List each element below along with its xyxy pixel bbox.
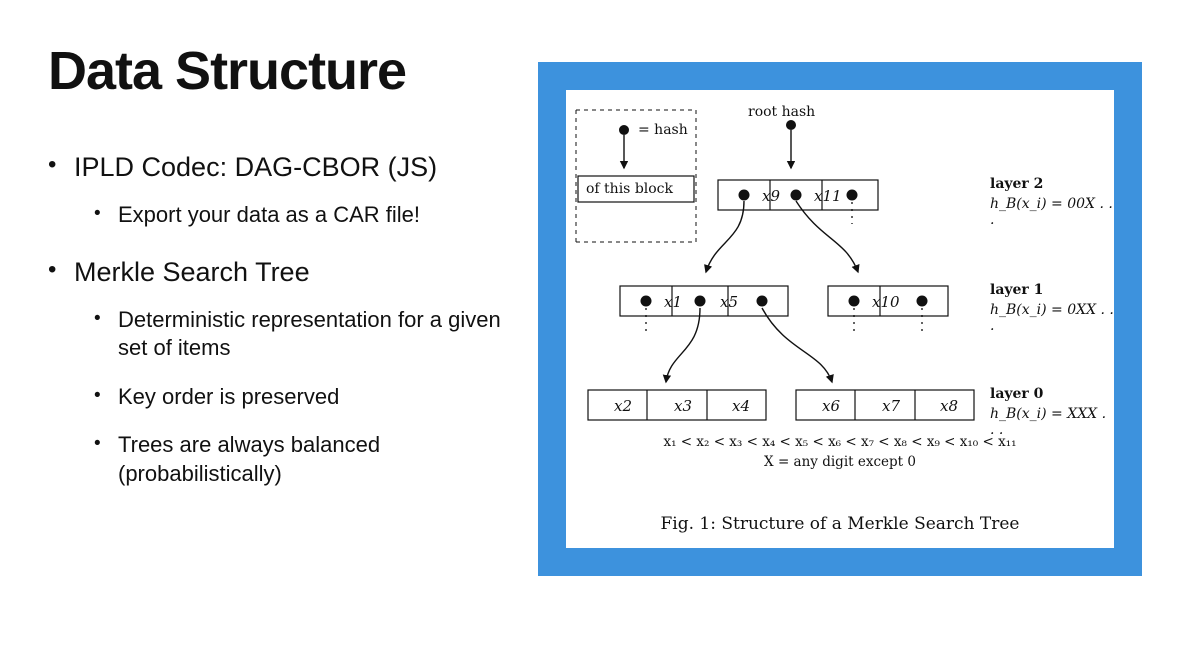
bullet-item-3: [48, 255, 518, 290]
bullet-marker-icon: •: [48, 151, 57, 178]
node-label-x8: x8: [940, 397, 959, 415]
bullet-item-6: [94, 431, 518, 488]
bullet-item-1: [48, 150, 518, 185]
bullet-marker-icon: •: [94, 307, 101, 329]
node-label-x5: x5: [720, 293, 739, 311]
bullet-text: Key order is preserved: [118, 383, 340, 409]
bullet-list: [48, 150, 518, 509]
x-definition-annotation: X = any digit except 0: [764, 454, 916, 470]
bullet-marker-icon: •: [94, 433, 101, 455]
layer-1-name: layer 1: [990, 282, 1044, 298]
bullet-text: IPLD Codec: DAG-CBOR (JS): [74, 152, 438, 182]
page-title: Data Structure: [48, 41, 407, 101]
node-label-x1: x1: [664, 293, 683, 311]
layer-2-name: layer 2: [990, 176, 1044, 192]
bullet-item-2: [94, 201, 518, 230]
bullet-text: Merkle Search Tree: [74, 257, 310, 288]
node-label-x10: x10: [872, 293, 900, 311]
node-label-x7: x7: [882, 397, 901, 415]
legend-hash-label: = hash: [638, 122, 688, 138]
figure-paper: [566, 90, 1114, 548]
layer-1-formula: h_B(x_i) = 0XX . . .: [990, 302, 1114, 334]
node-label-x11: x11: [814, 187, 842, 205]
node-label-x9: x9: [762, 187, 781, 205]
bullet-marker-icon: •: [48, 256, 57, 284]
layer-0-formula: h_B(x_i) = XXX . . .: [990, 406, 1107, 438]
merkle-search-tree-figure: [566, 90, 1114, 548]
bullet-marker-icon: •: [94, 202, 101, 224]
ordering-annotation: x₁ < x₂ < x₃ < x₄ < x₅ < x₆ < x₇ < x₈ < x₉ < x₁₀ < x₁₁: [663, 434, 1017, 450]
node-label-x4: x4: [732, 397, 751, 415]
bullet-item-5: [94, 383, 518, 412]
node-label-x2: x2: [614, 397, 633, 415]
bullet-item-4: [94, 306, 518, 363]
legend-block-label: of this block: [586, 181, 674, 197]
bullet-text: Export your data as a CAR file!: [118, 201, 421, 227]
root-hash-label: root hash: [748, 104, 816, 120]
node-label-x3: x3: [674, 397, 693, 415]
bullet-text: Deterministic representation for a given set of items: [118, 306, 501, 361]
bullet-text: Trees are always balanced (probabilistically): [118, 432, 381, 487]
layer-2-formula: h_B(x_i) = 00X . . .: [990, 196, 1113, 228]
bullet-marker-icon: •: [94, 384, 101, 406]
figure-caption: Fig. 1: Structure of a Merkle Search Tree: [660, 514, 1020, 534]
figure-panel: [538, 62, 1142, 576]
node-label-x6: x6: [822, 397, 841, 415]
layer-0-name: layer 0: [990, 386, 1044, 402]
